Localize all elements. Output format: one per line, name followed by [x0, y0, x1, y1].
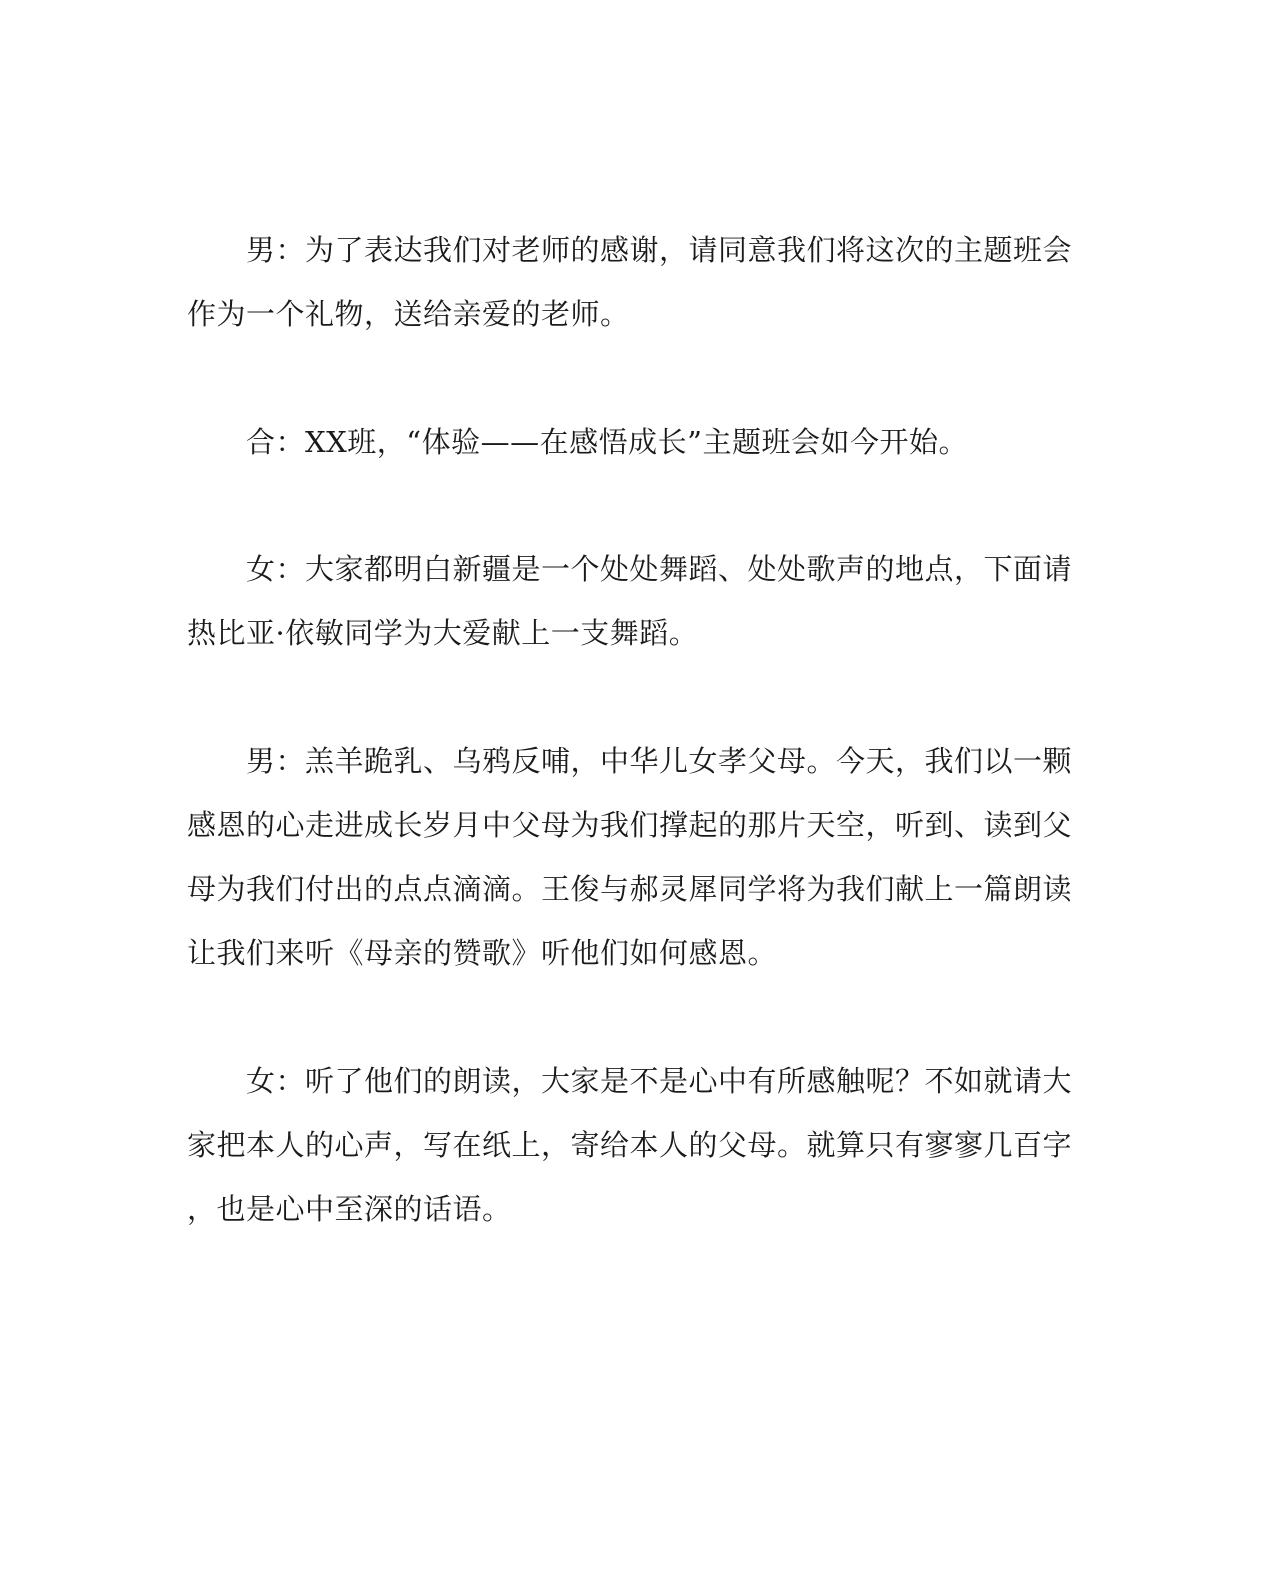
- paragraph-line: 合：XX班，“体验——在感悟成长”主题班会如今开始。: [246, 425, 968, 459]
- paragraph-line: 女：大家都明白新疆是一个处处舞蹈、处处歌声的地点，下面请: [246, 552, 1073, 586]
- paragraph-line: ，也是心中至深的话语。: [187, 1192, 512, 1226]
- paragraph-line: 作为一个礼物，送给亲爱的老师。: [187, 297, 630, 331]
- paragraph-line: 让我们来听《母亲的赞歌》听他们如何感恩。: [187, 936, 778, 970]
- paragraph-line: 男：羔羊跪乳、乌鸦反哺，中华儿女孝父母。今天，我们以一颗: [246, 744, 1073, 778]
- paragraph-line: 男：为了表达我们对老师的感谢，请同意我们将这次的主题班会: [246, 233, 1073, 267]
- paragraph-line: 感恩的心走进成长岁月中父母为我们撑起的那片天空，听到、读到父: [187, 808, 1073, 842]
- paragraph-line: 热比亚·依敏同学为大爱献上一支舞蹈。: [187, 616, 699, 650]
- paragraph-line: 母为我们付出的点点滴滴。王俊与郝灵犀同学将为我们献上一篇朗读: [187, 872, 1073, 906]
- paragraph-line: 家把本人的心声，写在纸上，寄给本人的父母。就算只有寥寥几百字: [187, 1128, 1073, 1162]
- paragraph-line: 女：听了他们的朗读，大家是不是心中有所感触呢？不如就请大: [246, 1064, 1073, 1098]
